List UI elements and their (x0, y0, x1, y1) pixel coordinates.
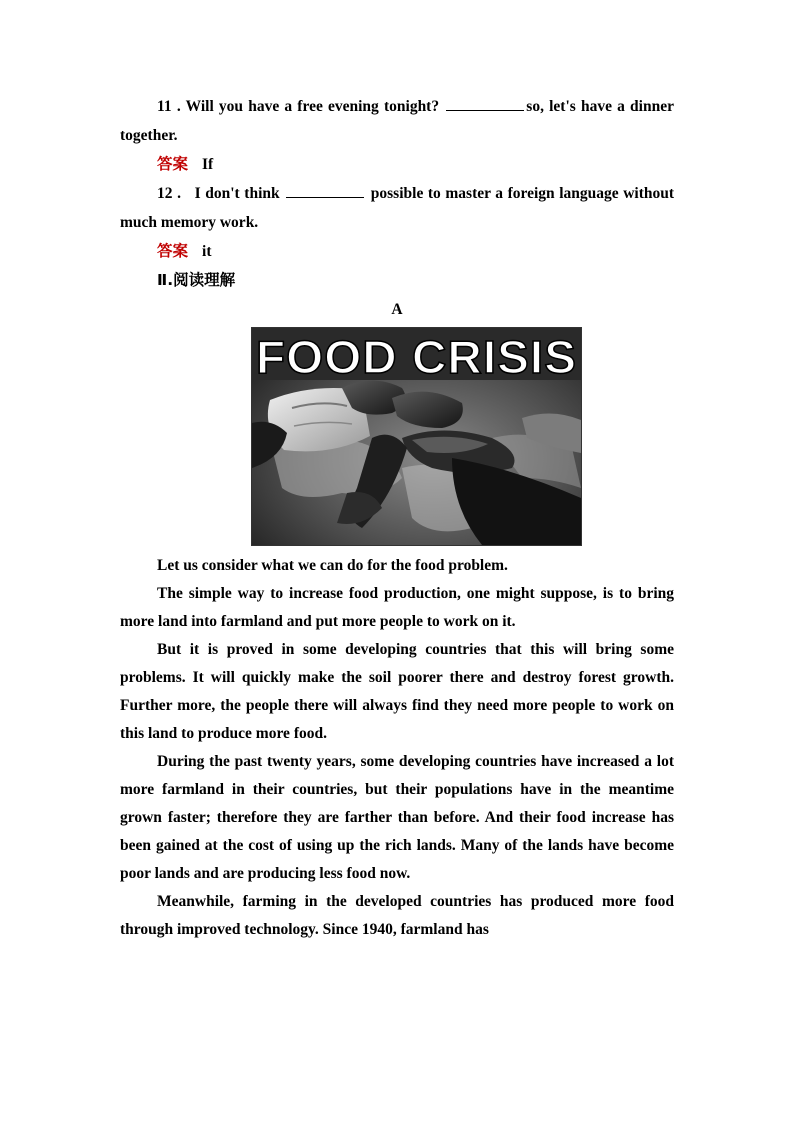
passage-paragraph: But it is proved in some developing countries that this will bring some problems. It will quickly make the soil poorer there and destroy forest growth. Further more, the people there will always find they need more people to work on this land to produce more food. (120, 641, 674, 742)
question-number: 11 (157, 98, 172, 115)
answer-label: 答案 (157, 242, 189, 260)
question-text-after: so, let's have a dinner together. (120, 98, 674, 144)
answer-text: If (202, 156, 214, 173)
question-12: 12 . I don't think possible to master a foreign language without much memory work. (120, 185, 675, 231)
answer-text: it (202, 243, 212, 260)
food-crisis-photo (252, 328, 581, 545)
question-text-before: I don't think (194, 185, 280, 202)
answer-line-12 (120, 237, 674, 266)
answer-line-11 (120, 150, 674, 179)
passage-paragraph: During the past twenty years, some developing countries have increased a lot more farmland in their countries, but their populations have in the meantime grown faster; therefore they are farther than before. And their food increase has been gained at the cost of using up the rich lands. Many of the lands have become poor lands and are producing less food now. (120, 753, 674, 882)
passage-paragraph: Let us consider what we can do for the food problem. (157, 557, 508, 574)
answer-blank (286, 183, 364, 198)
passage-paragraph: Meanwhile, farming in the developed countries has produced more food through improved technology. Since 1940, farmland has (120, 893, 674, 938)
question-text-before: Will you have a free evening tonight? (185, 98, 440, 115)
passage-letter: A (391, 301, 403, 318)
passage-paragraph: The simple way to increase food production, one might suppose, is to bring more land into farmland and put more people to work on it. (120, 585, 674, 630)
answer-blank (446, 96, 524, 111)
question-number: 12 (157, 185, 173, 202)
question-text-after: possible to master a foreign language without much memory work. (120, 185, 675, 231)
figure-headline: FOOD CRISIS (256, 331, 577, 383)
answer-label: 答案 (157, 155, 189, 173)
document-page (120, 92, 674, 944)
food-crisis-image (251, 327, 582, 546)
section-title: Ⅱ.阅读理解 (157, 271, 236, 289)
question-11: 11 . Will you have a free evening tonight? so, let's have a dinner together. (120, 98, 674, 144)
